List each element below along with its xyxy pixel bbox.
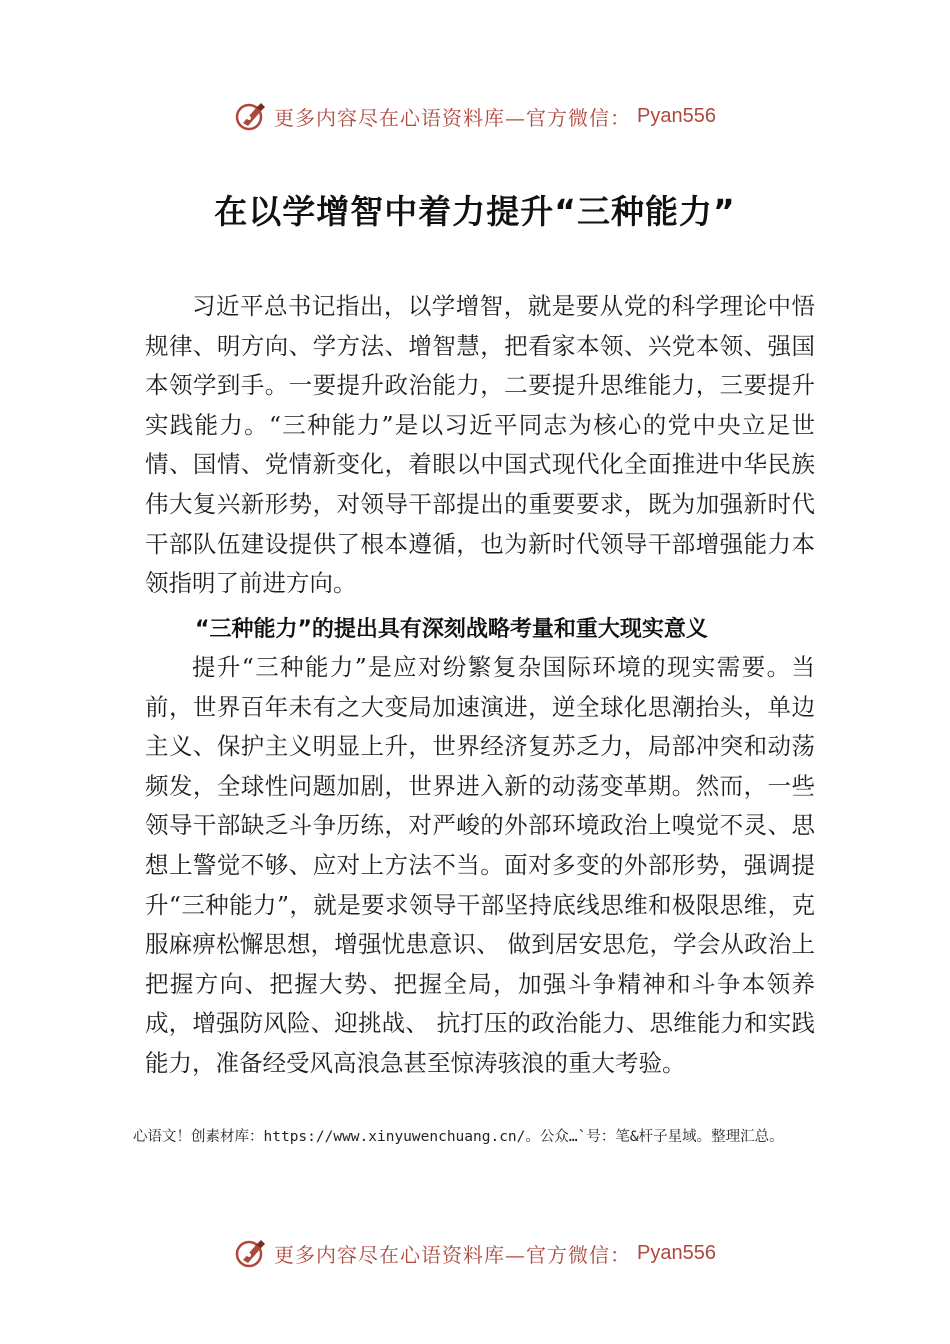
header-banner: [0, 96, 950, 136]
intro-paragraph: 习近平总书记指出，以学增智，就是要从党的科学理论中悟规律、明方向、学方法、增智慧，把看家本领、兴党本领、强国本领学到手。一要提升政治能力，二要提升思维能力，三要提升实践能力。“三种能力”是以习近平同志为核心的党中央立足世情、国情、党情新变化，着眼以中国式现代化全面推进中华民族伟大复兴新形势，对领导干部提出的重要要求，既为加强新时代干部队伍建设提供了根本遵循，也为新时代领导干部增强能力本领指明了前进方向。: [145, 292, 815, 598]
banner-wechat-id: Pyan556: [637, 1241, 716, 1264]
document-title: 在以学增智中着力提升“三种能力”: [214, 192, 736, 231]
footer-banner: [0, 1233, 950, 1273]
banner-text: 更多内容尽在心语资料库—官方微信：: [274, 105, 632, 130]
body-paragraph: 提升“三种能力”是应对纷繁复杂国际环境的现实需要。当前，世界百年未有之大变局加速演进，逆全球化思潮抬头，单边主义、保护主义明显上升，世界经济复苏乏力，局部冲突和动荡频发，全球性问题加剧，世界进入新的动荡变革期。然而，一些领导干部缺乏斗争历练，对严峻的外部环境政治上嗅觉不灵、思想上警觉不够、应对上方法不当。面对多变的外部形势，强调提升“三种能力”，就是要求领导干部坚持底线思维和极限思维，克服麻痹松懈思想，增强忧患意识、 做到居安思危，学会从政治上把握方向、把握大势、把握全局，加强斗争精神和斗争本领养成，增强防风险、迎挑战、 抗打压的政治能力、思维能力和实践能力，准备经受风高浪急甚至惊涛骇浪的重大考验。: [145, 653, 815, 1077]
source-footnote: 心语文！创素材库：https://www.xinyuwenchuang.cn/。公众…`号：笔&杆子星域。整理汇总。: [133, 1129, 784, 1145]
pen-nib-logo-icon: [234, 99, 268, 133]
banner-text: 更多内容尽在心语资料库—官方微信：: [274, 1242, 632, 1267]
pen-nib-logo-icon: [234, 1236, 268, 1270]
section-heading: “三种能力”的提出具有深刻战略考量和重大现实意义: [195, 617, 708, 642]
banner-wechat-id: Pyan556: [637, 104, 716, 127]
